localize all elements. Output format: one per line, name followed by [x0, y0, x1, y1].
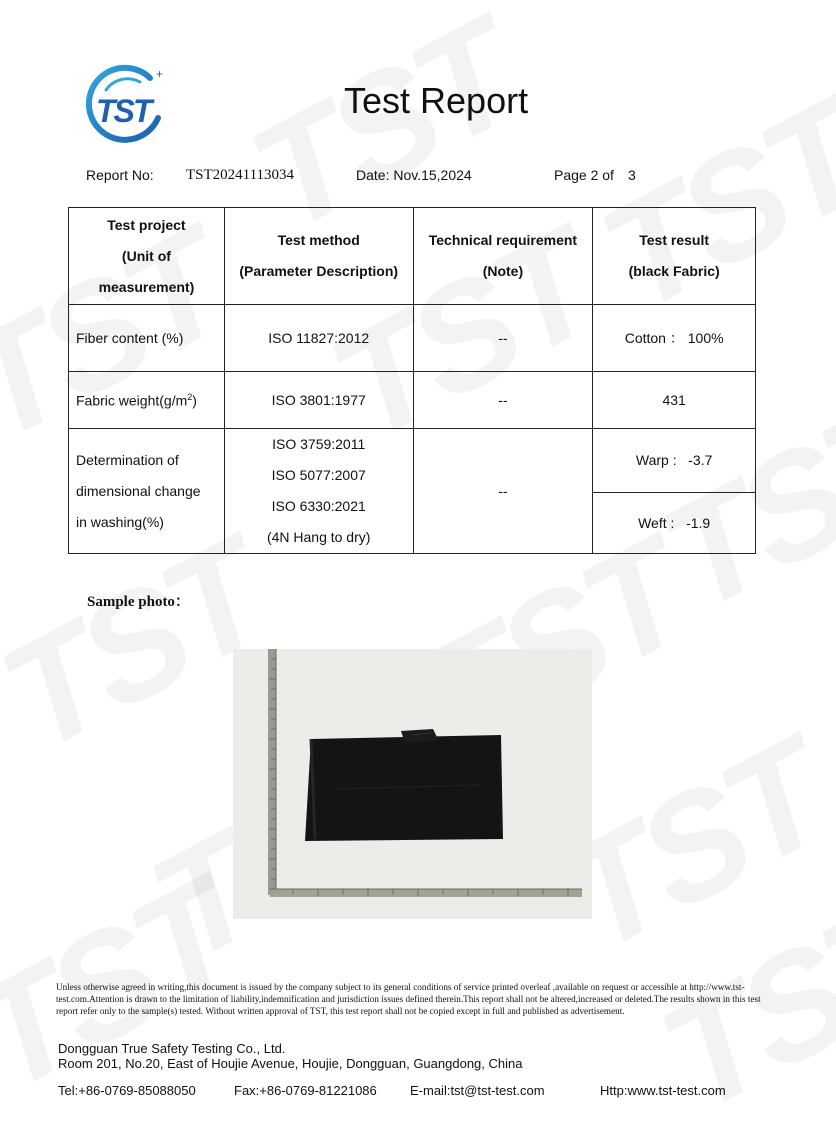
- cell-method: ISO 11827:2012: [224, 305, 413, 372]
- report-date: Date: Nov.15,2024: [356, 167, 472, 183]
- sample-photo-illustration: [233, 649, 592, 919]
- footer-tel: Tel:+86-0769-85088050: [58, 1083, 196, 1098]
- sample-photo: [233, 649, 592, 919]
- cell-method: ISO 3759:2011 ISO 5077:2007 ISO 6330:2021 (4N Hang to dry): [224, 429, 413, 554]
- header-test-project: Test project (Unit of measurement): [69, 208, 225, 305]
- footer-fax: Fax:+86-0769-81221086: [234, 1083, 377, 1098]
- cell-project: Fiber content (%): [69, 305, 225, 372]
- page-title: Test Report: [344, 80, 529, 121]
- cell-requirement: --: [413, 305, 593, 372]
- table-header-row: [69, 208, 756, 305]
- company-address: Room 201, No.20, East of Houjie Avenue, Houjie, Dongguan, Guangdong, China: [58, 1056, 523, 1071]
- report-no-label: Report No:: [86, 167, 154, 183]
- results-table: [68, 207, 756, 554]
- cell-project: Determination of dimensional change in washing(%): [69, 429, 225, 554]
- cell-result-weft: Weft : -1.9: [593, 492, 756, 553]
- tst-logo: [78, 60, 170, 152]
- cell-result: Cotton ： 100%: [593, 305, 756, 372]
- header-test-result: Test result (black Fabric): [593, 208, 756, 305]
- report-no-value: TST20241113034: [186, 167, 295, 183]
- table-row: [69, 429, 756, 493]
- disclaimer-text: Unless otherwise agreed in writing,this document is issued by the company subject to its general conditions of service printed overleaf ,available on request or accessible at http://www.tst-test.com.Attention is drawn to the limitation of liability,indemnification and jurisdiction issues defined therein.This report shall not be altered,increased or deleted.The results shown in this test report refer only to the sample(s) tested. Without written approval of TST, this test report shall not be copied except in full and published as advertisement.: [56, 982, 761, 1017]
- svg-text:+: +: [156, 67, 164, 81]
- cell-project: Fabric $weight(g/m^2)$: [69, 372, 225, 429]
- footer-website[interactable]: Http:www.tst-test.com: [600, 1083, 726, 1098]
- table-row: [69, 372, 756, 429]
- cell-requirement: --: [413, 429, 593, 554]
- svg-text:TST: TST: [96, 93, 151, 129]
- cell-result: 431: [593, 372, 756, 429]
- cell-requirement: --: [413, 372, 593, 429]
- footer-email[interactable]: E-mail:tst@tst-test.com: [410, 1083, 545, 1098]
- header-test-method: Test method (Parameter Description): [224, 208, 413, 305]
- cell-method: ISO 3801:1977: [224, 372, 413, 429]
- page-label: Page 2 of: [554, 167, 614, 183]
- sample-photo-label: Sample photo：: [87, 594, 190, 610]
- cell-result-warp: Warp : -3.7: [593, 429, 756, 493]
- table-row: [69, 305, 756, 372]
- header-technical-requirement: Technical requirement (Note): [413, 208, 593, 305]
- page-total: 3: [628, 167, 636, 183]
- company-name: Dongguan True Safety Testing Co., Ltd.: [58, 1041, 286, 1056]
